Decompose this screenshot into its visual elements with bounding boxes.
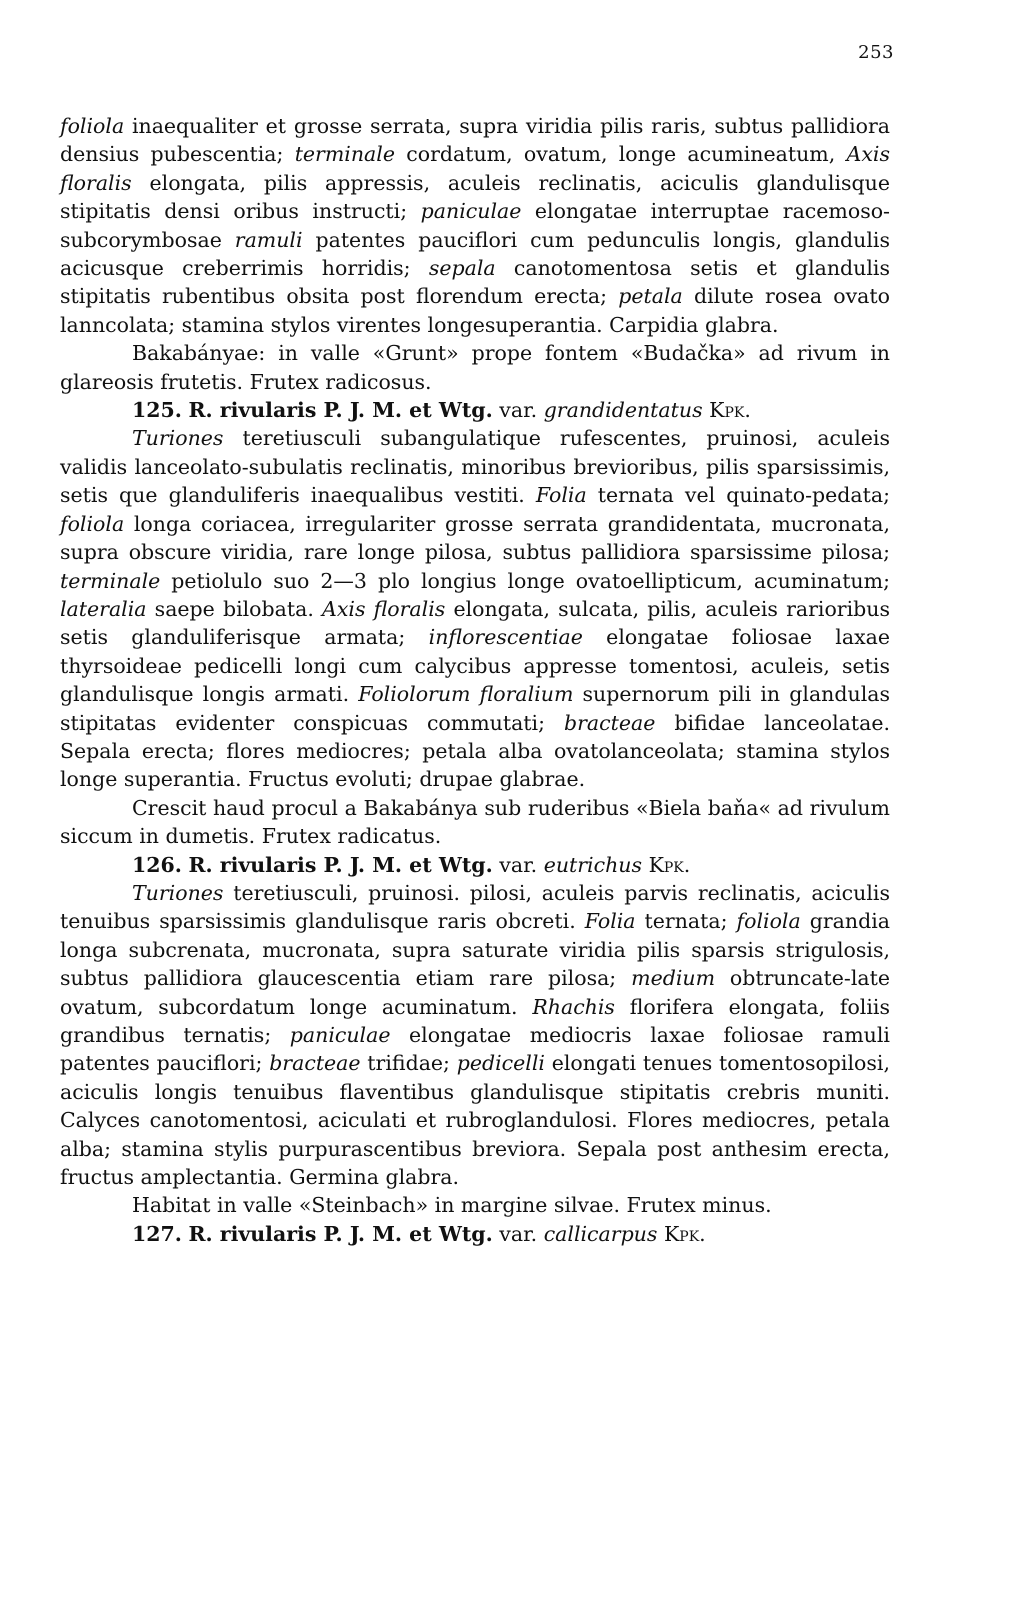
italic-term: foliola [60, 511, 125, 536]
taxon-variety: eutrichus [543, 852, 643, 877]
italic-term: paniculae [420, 199, 522, 224]
text-run: teretiusculi, pruinosi. pilosi, aculeis parvis reclinatis, aciculis tenuibus sparsissimis glandulisque raris obcreti. [60, 880, 890, 934]
taxon-rank: var. [492, 852, 544, 877]
italic-term: Turiones [132, 426, 224, 451]
text-run: Bakabányae: in valle «Grunt» prope fontem «Budačka» ad rivum in glareosis frutetis. Frutex radicosus. [60, 341, 890, 394]
italic-term: Axis floralis [60, 142, 890, 195]
taxon-species: R. rivularis P. J. M. et Wtg. [188, 398, 493, 423]
taxon-number: 127. [132, 1221, 182, 1246]
text-run: elongata, sulcata, pilis, aculeis rarioribus setis glanduliferisque armata; [60, 596, 890, 650]
paragraph [60, 879, 890, 1191]
text-run: ternata; [635, 909, 737, 934]
italic-term: inflorescentiae [428, 625, 583, 650]
taxon-heading [60, 1220, 890, 1248]
paragraph [60, 794, 890, 851]
text-run: Habitat in valle «Steinbach» in margine silvae. Frutex minus. [132, 1193, 772, 1218]
italic-term: terminale [60, 568, 161, 593]
taxon-number: 125. [132, 398, 182, 423]
text-run: obtruncate-late ovatum, subcordatum longe acuminatum. [60, 966, 890, 1019]
text-run: elongata, pilis appressis, aculeis reclinatis, aciculis glandulisque stipitatis densi oribus instructi; [60, 170, 890, 224]
italic-term: sepala [428, 256, 496, 281]
text-run: elongati tenues tomentosopilosi, aciculis longis tenuibus flaventibus glandulisque stipitatis crebris muniti. Calyces canotomentosi, aciculati et rubroglandulosi. Flores mediocres, petala alba; stamina stylis purpurascentibus breviora. Sepala post anthesim erecta, fructus amplectantia. Germina glabra. [60, 1051, 890, 1190]
paragraph [60, 112, 890, 339]
paragraph [60, 339, 890, 396]
italic-term: pedicelli [456, 1051, 545, 1076]
text-run: elongatae interruptae racemoso-subcorymbosae [60, 199, 890, 252]
italic-term: ramuli [234, 227, 303, 252]
taxon-author: Kpk. [648, 852, 691, 877]
text-run: grandia longa subcrenata, mucronata, supra saturate viridia pilis sparsis strigulosis, subtus pallidiora glaucescentia etiam rare pilosa; [60, 909, 890, 991]
text-run: florifera elongata, foliis grandibus ternatis; [60, 994, 890, 1047]
text-run: dilute rosea ovato lanncolata; stamina stylos virentes longesuperantia. Carpidia glabra. [60, 284, 890, 337]
text-run: longa coriacea, irregulariter grosse serrata grandidentata, mucronata, supra obscure viridia, rare longe pilosa, subtus pallidiora sparsissime pilosa; [60, 511, 890, 565]
taxon-variety: grandidentatus [543, 398, 703, 423]
italic-term: paniculae [289, 1023, 391, 1047]
taxon-heading [60, 851, 890, 879]
italic-term: lateralia [60, 596, 147, 621]
text-run: canotomentosa setis et glandulis stipitatis rubentibus obsita post florendum erecta; [60, 256, 891, 309]
text-run: saepe bilobata. [146, 596, 323, 621]
taxon-rank: var. [492, 398, 544, 423]
paragraph [60, 424, 890, 793]
text-run: elongatae foliosae laxae thyrsoideae pedicelli longi cum calycibus appresse tomentosi, aculeis, setis glandulisque longis armati. [60, 625, 890, 707]
text-run: cordatum, ovatum, longe acumineatum, [394, 142, 847, 167]
text-run: teretiusculi subangulatique rufescentes, pruinosi, aculeis validis lanceolato-subulatis reclinatis, minoribus brevioribus, pilis sparsissimis, setis que glanduliferis inaequalibus vestiti. [60, 426, 890, 508]
text-run: bifidae lanceolatae. Sepala erecta; flores mediocres; petala alba ovatolanceolata; stamina stylos longe superantia. Fructus evoluti; drupae glabrae. [60, 710, 890, 792]
taxon-number: 126. [132, 852, 182, 877]
taxon-author: Kpk. [709, 398, 751, 423]
italic-term: terminale [294, 142, 395, 167]
italic-term: bracteae [269, 1051, 361, 1076]
text-run: supernorum pili in glandulas stipitatas evidenter conspicuas commutati; [60, 682, 890, 735]
text-run: Crescit haud procul a Bakabánya sub ruderibus «Biela baňa« ad rivulum siccum in dumetis. Frutex radicatus. [60, 795, 890, 849]
italic-term: Axis floralis [322, 596, 446, 621]
text-run: elongatae mediocris laxae foliosae ramuli patentes pauciflori; [60, 1023, 890, 1076]
italic-term: medium [631, 966, 716, 991]
body-text [60, 112, 890, 1248]
italic-term: Turiones [132, 880, 224, 905]
taxon-heading [60, 396, 890, 424]
taxon-species: R. rivularis P. J. M. et Wtg. [188, 852, 493, 877]
italic-term: Rhachis [532, 994, 615, 1019]
taxon-variety: callicarpus [543, 1221, 658, 1246]
italic-term: foliola [60, 114, 125, 138]
italic-term: bracteae [564, 710, 656, 735]
taxon-species: R. rivularis P. J. M. et Wtg. [188, 1221, 493, 1246]
taxon-rank: var. [492, 1221, 544, 1246]
italic-term: petala [618, 284, 683, 309]
text-run: ternata vel quinato-pedata; [586, 483, 890, 508]
text-run: petiolulo suo 2—3 plo longius longe ovatoellipticum, acuminatum; [160, 568, 890, 593]
text-run: inaequaliter et grosse serrata, supra viridia pilis raris, subtus pallidiora densius pubescentia; [60, 114, 890, 167]
text-run: patentes pauciflori cum pedunculis longis, glandulis acicusque creberrimis horridis; [60, 227, 890, 281]
taxon-author: Kpk. [663, 1221, 706, 1246]
page-number: 253 [858, 42, 894, 63]
paragraph [60, 1191, 890, 1219]
italic-term: Folia [535, 483, 587, 508]
italic-term: foliola [736, 909, 801, 934]
text-run: trifidae; [360, 1051, 457, 1076]
italic-term: Folia [584, 909, 636, 934]
italic-term: Foliolorum floralium [358, 682, 574, 707]
